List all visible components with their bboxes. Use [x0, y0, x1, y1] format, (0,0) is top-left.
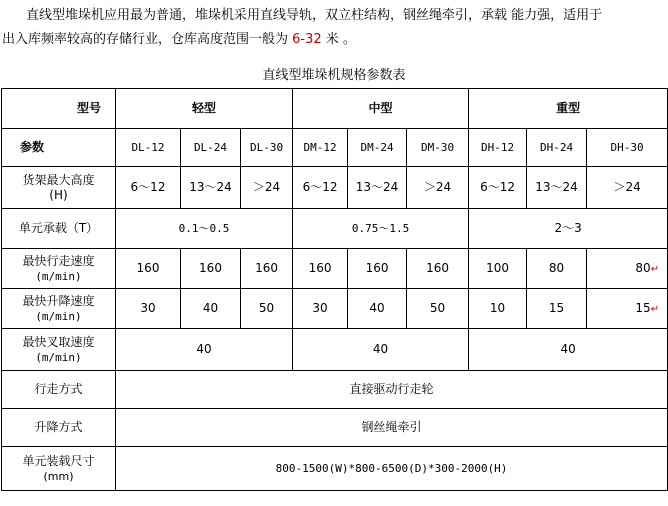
- row-label-line-2: (m/min): [35, 309, 82, 323]
- table-cell: 13～24: [181, 167, 241, 209]
- table-cell: 160: [116, 249, 181, 289]
- row-label-line-1: 最快行走速度: [22, 253, 95, 268]
- row-label-line-2: (m/min): [35, 269, 82, 283]
- return-mark: ↵: [650, 263, 660, 275]
- model-dl-24: DL-24: [181, 129, 241, 167]
- table-cell: ＞24: [407, 167, 469, 209]
- header-row-groups: [2, 89, 668, 129]
- table-cell: 50: [407, 289, 469, 329]
- row-label-line-2: (mm): [43, 469, 74, 483]
- table-cell: 10: [469, 289, 527, 329]
- table-cell: 6～12: [469, 167, 527, 209]
- intro-line-2-prefix: 出入库频率较高的存储行业，仓库高度范围一般为: [2, 32, 293, 47]
- table-cell: 50: [241, 289, 293, 329]
- row-travel-mode: [2, 371, 668, 409]
- table-cell: 40: [469, 329, 668, 371]
- intro-line-2-suffix: 米 。: [321, 32, 356, 47]
- row-label-line-2: (m/min): [35, 350, 82, 364]
- table-cell: 30: [116, 289, 181, 329]
- table-cell: [587, 249, 668, 289]
- table-cell: 0.75～1.5: [293, 209, 469, 249]
- row-label-line-2: (H): [49, 187, 68, 202]
- intro-paragraph: [0, 4, 668, 52]
- row-label-line-1: 单元装载尺寸: [22, 453, 95, 468]
- intro-line-2: [0, 28, 668, 52]
- table-caption: 直线型堆垛机规格参数表: [262, 68, 406, 83]
- cell-value: 15: [635, 300, 651, 315]
- param-label: 参数: [2, 129, 116, 167]
- table-cell: 160: [348, 249, 407, 289]
- table-cell: 30: [293, 289, 348, 329]
- table-cell: 800-1500(W)*800-6500(D)*300-2000(H): [116, 447, 668, 491]
- table-cell: 13～24: [527, 167, 587, 209]
- table-cell: 40: [348, 289, 407, 329]
- return-mark: ↵: [650, 303, 660, 315]
- table-cell: 40: [181, 289, 241, 329]
- row-label-unit-size: [2, 447, 116, 491]
- table-cell: 6～12: [293, 167, 348, 209]
- table-cell: 13～24: [348, 167, 407, 209]
- model-dm-30: DM-30: [407, 129, 469, 167]
- row-fork-speed: [2, 329, 668, 371]
- cell-value: 80: [635, 260, 651, 275]
- table-cell: 2～3: [469, 209, 668, 249]
- table-cell: ＞24: [587, 167, 668, 209]
- row-label-lift-mode: 升降方式: [2, 409, 116, 447]
- table-cell: 0.1～0.5: [116, 209, 293, 249]
- table-cell: 直接驱动行走轮: [116, 371, 668, 409]
- row-label-fork-speed: [2, 329, 116, 371]
- row-label-travel-mode: 行走方式: [2, 371, 116, 409]
- table-cell: 6～12: [116, 167, 181, 209]
- row-unit-load: [2, 209, 668, 249]
- spec-table: [1, 88, 668, 491]
- row-travel-speed: [2, 249, 668, 289]
- table-cell: 160: [407, 249, 469, 289]
- table-cell: 40: [116, 329, 293, 371]
- height-range-highlight: 6-32: [292, 32, 322, 47]
- group-heavy: 重型: [469, 89, 668, 129]
- table-cell: ＞24: [241, 167, 293, 209]
- group-medium: 中型: [293, 89, 469, 129]
- table-cell: 100: [469, 249, 527, 289]
- model-dh-30: DH-30: [587, 129, 668, 167]
- model-dl-12: DL-12: [116, 129, 181, 167]
- model-dl-30: DL-30: [241, 129, 293, 167]
- table-cell: 160: [241, 249, 293, 289]
- table-cell: 40: [293, 329, 469, 371]
- table-cell: 160: [181, 249, 241, 289]
- row-label-line-1: 最快升降速度: [22, 293, 95, 308]
- row-label-line-1: 货架最大高度: [22, 172, 95, 187]
- table-cell: [587, 289, 668, 329]
- row-label-line-1: 最快叉取速度: [22, 334, 95, 349]
- table-cell: 钢丝绳牵引: [116, 409, 668, 447]
- row-label-lift-speed: [2, 289, 116, 329]
- model-label: 型号: [2, 89, 116, 129]
- table-cell: 80: [527, 249, 587, 289]
- model-dh-12: DH-12: [469, 129, 527, 167]
- model-dh-24: DH-24: [527, 129, 587, 167]
- table-cell: 160: [293, 249, 348, 289]
- row-label-max-height: [2, 167, 116, 209]
- intro-line-1: 直线型堆垛机应用最为普通，堆垛机采用直线导轨，双立柱结构，钢丝绳牵引，承载 能力强，适用于: [26, 8, 603, 23]
- model-dm-12: DM-12: [293, 129, 348, 167]
- row-lift-speed: [2, 289, 668, 329]
- row-lift-mode: [2, 409, 668, 447]
- row-label-travel-speed: [2, 249, 116, 289]
- row-max-height: [2, 167, 668, 209]
- row-label-unit-load: 单元承载（T）: [2, 209, 116, 249]
- header-row-models: [2, 129, 668, 167]
- table-cell: 15: [527, 289, 587, 329]
- model-dm-24: DM-24: [348, 129, 407, 167]
- group-light: 轻型: [116, 89, 293, 129]
- row-unit-size: [2, 447, 668, 491]
